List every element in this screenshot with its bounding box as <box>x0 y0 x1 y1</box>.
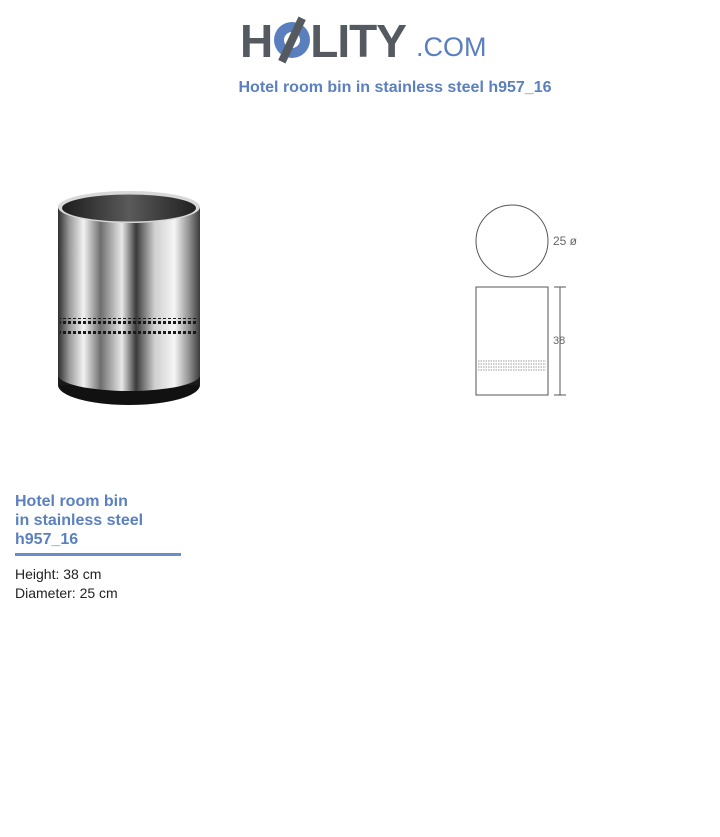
brand-logo-suffix: .COM <box>416 32 487 62</box>
height-label: 38 <box>553 335 566 347</box>
product-title-line: Hotel room bin <box>15 493 128 510</box>
product-specs <box>15 565 118 603</box>
spec-value: 25 cm <box>79 585 118 601</box>
title-divider <box>15 553 181 556</box>
spec-label: Diameter: <box>15 585 76 601</box>
spec-value: 38 cm <box>63 566 102 582</box>
spec-height <box>15 565 118 584</box>
top-view-circle <box>476 205 548 277</box>
brand-logo[interactable] <box>240 10 490 68</box>
product-image <box>52 185 207 413</box>
page-title: Hotel room bin in stainless steel h957_16 <box>238 79 552 96</box>
side-view-rect <box>476 287 548 395</box>
product-title <box>15 492 165 549</box>
spec-label: Height: <box>15 566 60 582</box>
spec-diameter <box>15 584 118 603</box>
product-title-line: in stainless steel <box>15 512 144 529</box>
side-view-perforation <box>478 361 546 370</box>
brand-logo-text: H LITY <box>240 15 406 67</box>
diameter-label: 25 ø <box>553 234 578 248</box>
brand-logo-o-icon <box>272 14 312 66</box>
technical-drawing <box>470 198 590 403</box>
product-title-line: h957_16 <box>15 531 79 548</box>
